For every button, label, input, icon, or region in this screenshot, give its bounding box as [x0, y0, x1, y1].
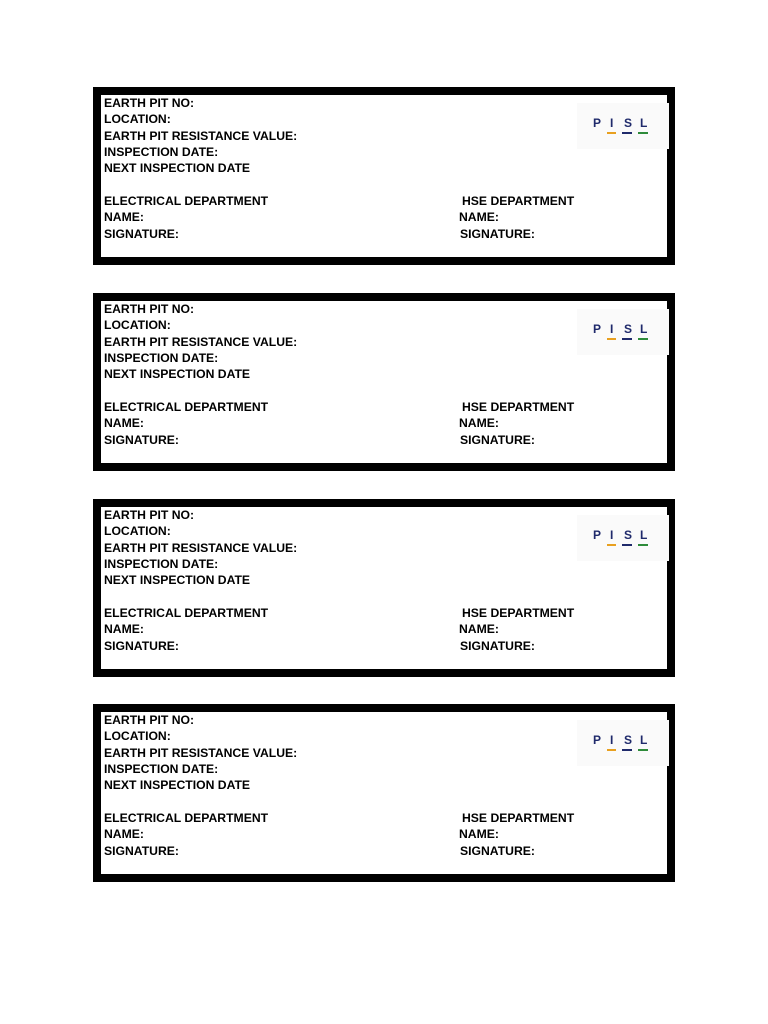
- hse-department-title: HSE DEPARTMENT: [462, 194, 575, 208]
- hse-department-block: [459, 605, 574, 654]
- resistance-label: EARTH PIT RESISTANCE VALUE:: [104, 745, 298, 760]
- electrical-department-block: [104, 605, 268, 654]
- svg-text:L: L: [640, 116, 648, 130]
- electrical-signature-label: SIGNATURE:: [104, 226, 179, 241]
- svg-text:S: S: [624, 733, 633, 747]
- earth-pit-card-2: [93, 293, 675, 471]
- svg-text:L: L: [640, 322, 648, 336]
- hse-name-label: NAME:: [459, 827, 499, 842]
- earth-pit-no-label: EARTH PIT NO:: [104, 96, 195, 110]
- inspection-date-label: INSPECTION DATE:: [104, 556, 219, 571]
- svg-text:P: P: [593, 733, 602, 747]
- inspection-date-label: INSPECTION DATE:: [104, 350, 219, 365]
- location-label: LOCATION:: [104, 524, 171, 539]
- hse-name-label: NAME:: [459, 622, 499, 637]
- earth-pit-card-3: [93, 499, 675, 677]
- next-inspection-label: NEXT INSPECTION DATE: [104, 367, 251, 382]
- svg-text:L: L: [640, 733, 648, 747]
- hse-department-title: HSE DEPARTMENT: [462, 606, 575, 620]
- next-inspection-label: NEXT INSPECTION DATE: [104, 161, 251, 176]
- location-label: LOCATION:: [104, 729, 171, 744]
- electrical-name-label: NAME:: [104, 416, 144, 431]
- pit-info-fields: [104, 507, 297, 588]
- svg-text:I: I: [610, 733, 614, 747]
- electrical-department-block: [104, 399, 268, 448]
- electrical-signature-label: SIGNATURE:: [104, 843, 179, 858]
- svg-text:P: P: [593, 116, 602, 130]
- pit-info-fields: [104, 95, 297, 176]
- next-inspection-label: NEXT INSPECTION DATE: [104, 573, 251, 588]
- electrical-department-block: [104, 193, 268, 242]
- inspection-date-label: INSPECTION DATE:: [104, 761, 219, 776]
- svg-text:P: P: [593, 528, 602, 542]
- earth-pit-card-4: [93, 704, 675, 882]
- svg-text:I: I: [610, 528, 614, 542]
- electrical-department-title: ELECTRICAL DEPARTMENT: [104, 606, 269, 620]
- resistance-label: EARTH PIT RESISTANCE VALUE:: [104, 334, 298, 349]
- hse-signature-label: SIGNATURE:: [460, 226, 535, 241]
- hse-signature-label: SIGNATURE:: [460, 638, 535, 653]
- electrical-department-title: ELECTRICAL DEPARTMENT: [104, 811, 269, 825]
- electrical-name-label: NAME:: [104, 210, 144, 225]
- inspection-date-label: INSPECTION DATE:: [104, 144, 219, 159]
- electrical-name-label: NAME:: [104, 827, 144, 842]
- electrical-department-title: ELECTRICAL DEPARTMENT: [104, 400, 269, 414]
- svg-text:S: S: [624, 528, 633, 542]
- pisl-logo: [577, 515, 669, 561]
- svg-text:I: I: [610, 322, 614, 336]
- svg-text:S: S: [624, 116, 633, 130]
- svg-text:I: I: [610, 116, 614, 130]
- pit-info-fields: [104, 301, 297, 382]
- hse-signature-label: SIGNATURE:: [460, 432, 535, 447]
- electrical-signature-label: SIGNATURE:: [104, 432, 179, 447]
- resistance-label: EARTH PIT RESISTANCE VALUE:: [104, 540, 298, 555]
- svg-text:S: S: [624, 322, 633, 336]
- svg-text:L: L: [640, 528, 648, 542]
- resistance-label: EARTH PIT RESISTANCE VALUE:: [104, 128, 298, 143]
- svg-text:P: P: [593, 322, 602, 336]
- hse-department-block: [459, 399, 574, 448]
- pit-info-fields: [104, 712, 297, 793]
- earth-pit-no-label: EARTH PIT NO:: [104, 713, 195, 727]
- hse-department-title: HSE DEPARTMENT: [462, 400, 575, 414]
- location-label: LOCATION:: [104, 112, 171, 127]
- hse-name-label: NAME:: [459, 416, 499, 431]
- pisl-logo: [577, 309, 669, 355]
- location-label: LOCATION:: [104, 318, 171, 333]
- pisl-logo: [577, 720, 669, 766]
- earth-pit-card-1: [93, 87, 675, 265]
- hse-department-block: [459, 810, 574, 859]
- hse-department-block: [459, 193, 574, 242]
- hse-signature-label: SIGNATURE:: [460, 843, 535, 858]
- electrical-department-block: [104, 810, 268, 859]
- pisl-logo: [577, 103, 669, 149]
- electrical-signature-label: SIGNATURE:: [104, 638, 179, 653]
- electrical-name-label: NAME:: [104, 622, 144, 637]
- earth-pit-no-label: EARTH PIT NO:: [104, 302, 195, 316]
- hse-name-label: NAME:: [459, 210, 499, 225]
- next-inspection-label: NEXT INSPECTION DATE: [104, 778, 251, 793]
- earth-pit-no-label: EARTH PIT NO:: [104, 508, 195, 522]
- hse-department-title: HSE DEPARTMENT: [462, 811, 575, 825]
- electrical-department-title: ELECTRICAL DEPARTMENT: [104, 194, 269, 208]
